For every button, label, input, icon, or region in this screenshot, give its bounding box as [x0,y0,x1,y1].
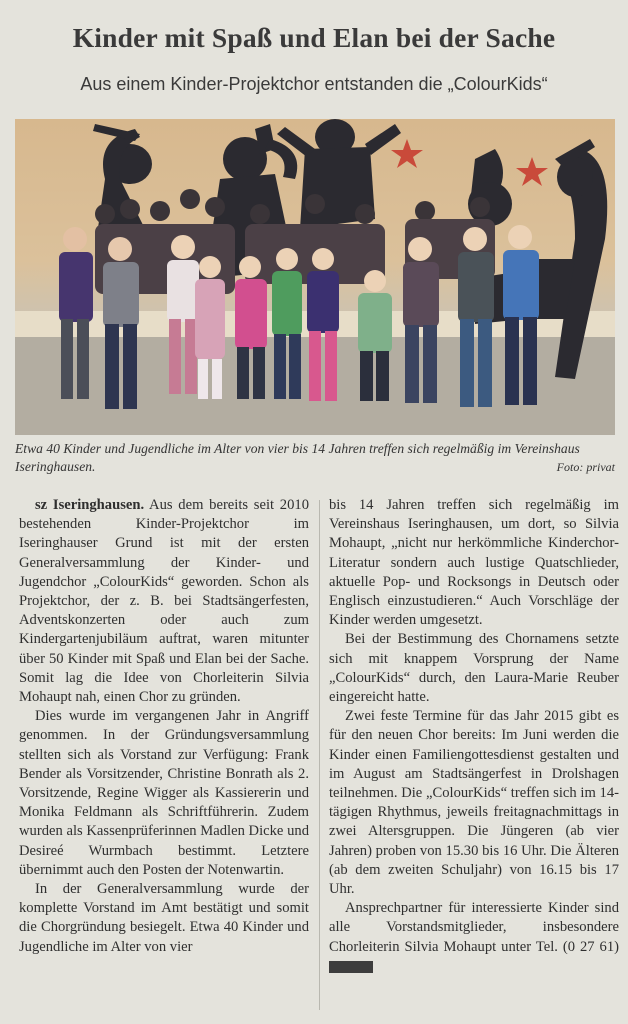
paragraph-text: Ansprechpartner für interessierte Kinder sind alle Vorstandsmitglieder, insbesondere Chorleiterin Silvia Mohaupt unter Tel. (0 27 61) [329,900,619,955]
article-paragraph: In der Generalversammlung wurde der komplette Vorstand im Amt bestätigt und somit die Chorgründung besiegelt. Etwa 40 Kinder und Jugendliche im Alter von vier [19,881,309,955]
article-column-left [19,496,309,957]
column-divider [319,500,320,1010]
article-paragraph [329,899,619,976]
article-paragraph: bis 14 Jahren treffen sich regelmäßig im Vereinshaus Iseringhausen, um dort, so Silvia Mohaupt, „nicht nur herkömmliche Kinderchor-Literatur sondern auch lustige Quatschlieder, aktuelle Pop- und Rocksongs in Deutsch oder Englisch einzustudieren.“ Auch Vorschläge der Kinder werden umgesetzt. [329,497,619,629]
article-paragraph: Dies wurde im vergangenen Jahr in Angriff genommen. In der Gründungsversammlung stellten sich als Vorstand zur Verfügung: Frank Bender als Vorsitzender, Christine Bonrath als 2. Vorsitzende, Regine Wigger als Kassiererin und Monika Feldmann als Schriftführerin. Zudem wurden als Kassenprüferinnen Madlen Dicke und Desireé Wurmbach bestimmt. Letztere übernimmt auch den Posten der Notenwartin. [19,708,309,878]
star-decoration [391,139,423,168]
photo-caption: Etwa 40 Kinder und Jugendliche im Alter von vier bis 14 Jahren treffen sich regelmäßig im Vereinshaus Iseringhausen. [15,441,580,474]
article-paragraph: Zwei feste Termine für das Jahr 2015 gibt es für den neuen Chor bereits: Im Juni werden die Kinder einen Familiengottesdienst gestalten und im August am Stadtsängerfest in Drolshagen teilnehmen. Die „ColourKids“ treffen sich im 14-tägigen Rhythmus, jeweils freitagnachmittags in zwei Altersgruppen. Die Jüngeren (ab vier Jahren) proben von 15.30 bis 16 Uhr. Die Älteren (ab dem zweiten Schuljahr) von 16.15 bis 17 Uhr. [329,708,619,898]
redacted-phone-number [329,961,373,973]
article-headline: Kinder mit Spaß und Elan bei der Sache [72,22,556,53]
choir-photo-illustration [15,119,615,435]
article-paragraph [19,496,309,707]
paragraph-text: Aus dem bereits seit 2010 bestehenden Kinder-Projektchor im Iseringhauser Grund ist mit der ersten Generalversammlung der Kinder- und Jugendchor „ColourKids“ geworden. Schon als Projektchor, der z. B. bei Stadtsängerfesten, Adventskonzerten oder auch zum Kindergartenjubiläum auftrat, waren mitunter über 50 Kinder mit Spaß und Elan bei der Sache. Somit lag die Idee von Chorleiterin Silvia Mohaupt nah, einen Chor zu gründen. [19,497,309,706]
article-subheadline: Aus einem Kinder-Projektchor entstanden die „ColourKids“ [80,74,548,94]
star-decoration [516,157,548,186]
article-column-right [329,496,619,976]
choir-photo [15,119,615,435]
dateline: sz Iseringhausen. [35,497,145,513]
article-paragraph: Bei der Bestimmung des Chornamens setzte sich mit knappem Vorsprung der Name „ColourKids“ durch, den Laura-Marie Reuber eingereicht hatte. [329,631,619,706]
photo-credit: Foto: privat [556,460,615,474]
